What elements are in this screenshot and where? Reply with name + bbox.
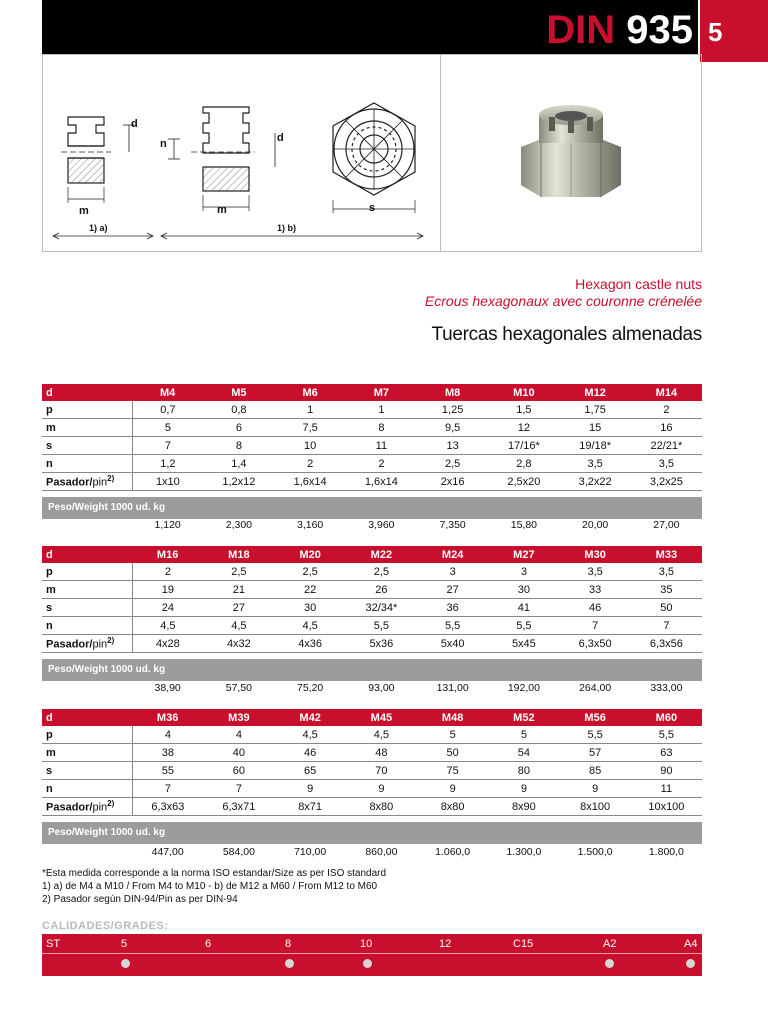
- size-cell: M5: [203, 384, 274, 401]
- label-d: d: [42, 546, 132, 563]
- size-cell: M8: [417, 384, 488, 401]
- cell: 2,5: [346, 563, 417, 581]
- grades-title: CALIDADES/GRADES:: [42, 920, 169, 932]
- cell: 9: [346, 780, 417, 798]
- row-n: [42, 780, 702, 798]
- cell: 5x36: [346, 635, 417, 653]
- grade-label: 8: [285, 938, 292, 950]
- size-cell: M56: [560, 709, 631, 726]
- cell: 7: [560, 617, 631, 635]
- cell: 70: [346, 762, 417, 780]
- grade-available-dot: [605, 959, 614, 968]
- cell: 2,5: [417, 455, 488, 473]
- cell: 1: [275, 401, 346, 419]
- row-s: [42, 437, 702, 455]
- cell: 36: [417, 599, 488, 617]
- cell: 8x80: [346, 798, 417, 816]
- cell: 4x32: [203, 635, 274, 653]
- range-label-b: 1) b): [277, 223, 296, 233]
- weight-cell: 38,90: [154, 682, 181, 694]
- row-p: [42, 401, 702, 419]
- cell: 1x10: [132, 473, 203, 491]
- cell: 5x40: [417, 635, 488, 653]
- weight-cell: 333,00: [650, 682, 683, 694]
- cell: 2,8: [488, 455, 559, 473]
- cell: 38: [132, 744, 203, 762]
- size-cell: M42: [275, 709, 346, 726]
- cell: 10: [275, 437, 346, 455]
- cell: 16: [631, 419, 702, 437]
- label-n: n: [42, 617, 132, 635]
- cell: 1,25: [417, 401, 488, 419]
- label-m: m: [42, 419, 132, 437]
- cell: 27: [203, 599, 274, 617]
- cell: 85: [560, 762, 631, 780]
- cell: 3: [488, 563, 559, 581]
- weight-cell: 15,80: [510, 519, 538, 531]
- size-cell: M33: [631, 546, 702, 563]
- weight-cell: 93,00: [368, 682, 395, 694]
- weight-row-3: [42, 844, 702, 860]
- cell: 1,75: [560, 401, 631, 419]
- cell: 80: [488, 762, 559, 780]
- cell: 57: [560, 744, 631, 762]
- cell: 27: [417, 581, 488, 599]
- row-n: [42, 617, 702, 635]
- size-cell: M14: [631, 384, 702, 401]
- dim-label-n: n: [160, 138, 167, 150]
- label-s: s: [42, 437, 132, 455]
- cell: 11: [631, 780, 702, 798]
- castle-nut-side-view-b: [168, 107, 275, 211]
- cell: 40: [203, 744, 274, 762]
- weight-cell: 264,00: [579, 682, 612, 694]
- weight-row-2: [42, 680, 702, 696]
- cell: 5x45: [488, 635, 559, 653]
- label-s: s: [42, 599, 132, 617]
- weight-label-bar: Peso/Weight 1000 ud. kg: [42, 497, 702, 519]
- cell: 2: [631, 401, 702, 419]
- label-pasador: Pasador/pin$^{2)}$: [42, 798, 132, 816]
- cell: 6,3x71: [203, 798, 274, 816]
- cell: 6: [203, 419, 274, 437]
- row-p: [42, 726, 702, 744]
- weight-cell: 1.500,0: [577, 846, 613, 858]
- cell: 9,5: [417, 419, 488, 437]
- size-header-row: [42, 546, 702, 563]
- cell: 2: [132, 563, 203, 581]
- size-cell: M7: [346, 384, 417, 401]
- weight-cell: 131,00: [436, 682, 469, 694]
- spec-table-3: [42, 709, 702, 816]
- technical-drawing: [43, 55, 439, 251]
- cell: 54: [488, 744, 559, 762]
- castle-nut-top-view: [333, 103, 415, 213]
- cell: 2,5: [275, 563, 346, 581]
- cell: 2x16: [417, 473, 488, 491]
- cell: 1,4: [203, 455, 274, 473]
- cell: 3,2x25: [631, 473, 702, 491]
- castle-nut-photo: [441, 55, 701, 251]
- dim-label-s: s: [369, 202, 376, 214]
- size-cell: M39: [203, 709, 274, 726]
- cell: 19/18*: [560, 437, 631, 455]
- title-english: Hexagon castle nuts: [575, 276, 702, 292]
- size-cell: M12: [560, 384, 631, 401]
- cell: 0,8: [203, 401, 274, 419]
- cell: 15: [560, 419, 631, 437]
- cell: 8x90: [488, 798, 559, 816]
- footnote-range: 1) a) de M4 a M10 / From M4 to M10 - b) de M12 a M60 / From M12 to M60: [42, 881, 378, 892]
- weight-cell: 447,00: [151, 846, 184, 858]
- dim-label-m-a: m: [79, 205, 89, 217]
- row-s: [42, 599, 702, 617]
- cell: 55: [132, 762, 203, 780]
- size-cell: M48: [417, 709, 488, 726]
- cell: 4,5: [132, 617, 203, 635]
- cell: 1,2x12: [203, 473, 274, 491]
- cell: 1,6x14: [275, 473, 346, 491]
- row-p: [42, 563, 702, 581]
- grades-divider: [42, 953, 702, 954]
- weight-cell: 1.060,0: [435, 846, 471, 858]
- grade-label: A4: [684, 938, 698, 950]
- row-m: [42, 581, 702, 599]
- row-pasador: [42, 473, 702, 491]
- cell: 35: [631, 581, 702, 599]
- cell: 50: [631, 599, 702, 617]
- size-cell: M20: [275, 546, 346, 563]
- cell: 2,5x20: [488, 473, 559, 491]
- weight-cell: 710,00: [294, 846, 327, 858]
- row-n: [42, 455, 702, 473]
- size-cell: M6: [275, 384, 346, 401]
- row-m: [42, 419, 702, 437]
- grade-available-dot: [285, 959, 294, 968]
- cell: 3,5: [631, 563, 702, 581]
- label-d: d: [42, 709, 132, 726]
- label-p: p: [42, 563, 132, 581]
- grade-available-dot: [686, 959, 695, 968]
- cell: 8x71: [275, 798, 346, 816]
- size-cell: M52: [488, 709, 559, 726]
- size-header-row: [42, 709, 702, 726]
- cell: 26: [346, 581, 417, 599]
- weight-cell: 192,00: [507, 682, 540, 694]
- cell: 5: [132, 419, 203, 437]
- grade-label: 10: [360, 938, 373, 950]
- cell: 17/16*: [488, 437, 559, 455]
- grade-available-dot: [121, 959, 130, 968]
- row-m: [42, 744, 702, 762]
- label-m: m: [42, 581, 132, 599]
- weight-cell: 3,160: [296, 519, 324, 531]
- range-arrows: [53, 233, 423, 239]
- weight-cell: 3,960: [368, 519, 395, 531]
- cell: 11: [346, 437, 417, 455]
- cell: 50: [417, 744, 488, 762]
- footnotes: [42, 867, 386, 906]
- cell: 2: [275, 455, 346, 473]
- section-tab: 5: [700, 0, 768, 62]
- cell: 7: [631, 617, 702, 635]
- cell: 30: [488, 581, 559, 599]
- cell: 3,5: [560, 563, 631, 581]
- cell: 4,5: [275, 617, 346, 635]
- cell: 6,3x50: [560, 635, 631, 653]
- cell: 1,5: [488, 401, 559, 419]
- cell: 8: [346, 419, 417, 437]
- cell: 75: [417, 762, 488, 780]
- cell: 4: [132, 726, 203, 744]
- cell: 19: [132, 581, 203, 599]
- standard-prefix: DIN: [546, 8, 616, 52]
- weight-label-bar: Peso/Weight 1000 ud. kg: [42, 659, 702, 681]
- footnote-pin: 2) Pasador según DIN-94/Pin as per DIN-94: [42, 894, 238, 905]
- weight-cell: 2,300: [225, 519, 253, 531]
- cell: 41: [488, 599, 559, 617]
- cell: 5: [417, 726, 488, 744]
- size-cell: M16: [132, 546, 203, 563]
- label-m: m: [42, 744, 132, 762]
- grade-label: C15: [513, 938, 534, 950]
- cell: 6,3x56: [631, 635, 702, 653]
- grade-available-dot: [363, 959, 372, 968]
- size-cell: M27: [488, 546, 559, 563]
- cell: 4,5: [346, 726, 417, 744]
- cell: 3: [417, 563, 488, 581]
- size-cell: M30: [560, 546, 631, 563]
- spec-table-1: [42, 384, 702, 491]
- cell: 7: [203, 780, 274, 798]
- label-n: n: [42, 455, 132, 473]
- cell: 1,2: [132, 455, 203, 473]
- cell: 4: [203, 726, 274, 744]
- title-spanish: Tuercas hexagonales almenadas: [431, 324, 702, 345]
- cell: 4,5: [203, 617, 274, 635]
- castle-nut-side-view-a: [61, 117, 135, 203]
- label-s: s: [42, 762, 132, 780]
- cell: 5,5: [560, 726, 631, 744]
- weight-cell: 1,120: [154, 519, 181, 531]
- weight-cell: 20,00: [581, 519, 609, 531]
- cell: 9: [488, 780, 559, 798]
- cell: 46: [275, 744, 346, 762]
- cell: 0,7: [132, 401, 203, 419]
- row-s: [42, 762, 702, 780]
- cell: 5,5: [631, 726, 702, 744]
- cell: 33: [560, 581, 631, 599]
- weight-cell: 860,00: [365, 846, 398, 858]
- size-cell: M18: [203, 546, 274, 563]
- cell: 9: [275, 780, 346, 798]
- footnote-iso: *Esta medida corresponde a la norma ISO estandar/Size as per ISO standard: [42, 868, 387, 879]
- cell: 4x28: [132, 635, 203, 653]
- cell: 32/34*: [346, 599, 417, 617]
- dim-label-d-b: d: [277, 132, 284, 144]
- label-p: p: [42, 726, 132, 744]
- range-label-a: 1) a): [89, 223, 108, 233]
- size-cell: M22: [346, 546, 417, 563]
- size-cell: M24: [417, 546, 488, 563]
- weight-cell: 75,20: [296, 682, 324, 694]
- weight-cell: 1.800,0: [648, 846, 684, 858]
- cell: 5,5: [346, 617, 417, 635]
- cell: 8x100: [560, 798, 631, 816]
- cell: 13: [417, 437, 488, 455]
- cell: 6,3x63: [132, 798, 203, 816]
- weight-label-bar: Peso/Weight 1000 ud. kg: [42, 822, 702, 844]
- size-cell: M60: [631, 709, 702, 726]
- cell: 24: [132, 599, 203, 617]
- size-cell: M4: [132, 384, 203, 401]
- cell: 90: [631, 762, 702, 780]
- cell: 3,2x22: [560, 473, 631, 491]
- cell: 2,5: [203, 563, 274, 581]
- standard-number: 935: [626, 8, 693, 52]
- size-cell: M10: [488, 384, 559, 401]
- cell: 7: [132, 437, 203, 455]
- spec-table-2: [42, 546, 702, 653]
- weight-cell: 7,350: [439, 519, 466, 531]
- dim-label-d-a: d: [131, 118, 138, 130]
- label-d: d: [42, 384, 132, 401]
- cell: 3,5: [560, 455, 631, 473]
- cell: 8x80: [417, 798, 488, 816]
- row-pasador: [42, 798, 702, 816]
- weight-row-1: [42, 517, 702, 533]
- label-n: n: [42, 780, 132, 798]
- cell: 5,5: [488, 617, 559, 635]
- cell: 22/21*: [631, 437, 702, 455]
- cell: 4,5: [275, 726, 346, 744]
- cell: 1,6x14: [346, 473, 417, 491]
- label-p: p: [42, 401, 132, 419]
- label-pasador: Pasador/pin$^{2)}$: [42, 635, 132, 653]
- cell: 3,5: [631, 455, 702, 473]
- cell: 4x36: [275, 635, 346, 653]
- cell: 46: [560, 599, 631, 617]
- cell: 63: [631, 744, 702, 762]
- grade-label: ST: [46, 938, 61, 950]
- weight-cell: 27,00: [653, 519, 680, 531]
- weight-cell: 584,00: [222, 846, 255, 858]
- cell: 60: [203, 762, 274, 780]
- label-pasador: Pasador/pin$^{2)}$: [42, 473, 132, 491]
- title-french: Ecrous hexagonaux avec couronne crénelée: [424, 293, 702, 309]
- standard-title: [0, 0, 693, 54]
- cell: 7,5: [275, 419, 346, 437]
- cell: 8: [203, 437, 274, 455]
- cell: 12: [488, 419, 559, 437]
- size-header-row: [42, 384, 702, 401]
- row-pasador: [42, 635, 702, 653]
- cell: 22: [275, 581, 346, 599]
- weight-cell: 57,50: [225, 682, 253, 694]
- cell: 30: [275, 599, 346, 617]
- size-cell: M36: [132, 709, 203, 726]
- cell: 1: [346, 401, 417, 419]
- size-cell: M45: [346, 709, 417, 726]
- weight-cell: 1.300,0: [506, 846, 542, 858]
- grade-label: 5: [121, 938, 128, 950]
- cell: 10x100: [631, 798, 702, 816]
- cell: 7: [132, 780, 203, 798]
- cell: 65: [275, 762, 346, 780]
- cell: 9: [560, 780, 631, 798]
- grade-label: A2: [603, 938, 617, 950]
- cell: 48: [346, 744, 417, 762]
- cell: 5,5: [417, 617, 488, 635]
- grade-label: 12: [439, 938, 452, 950]
- cell: 5: [488, 726, 559, 744]
- grade-label: 6: [205, 938, 212, 950]
- cell: 9: [417, 780, 488, 798]
- dim-label-m-b: m: [217, 204, 227, 216]
- cell: 2: [346, 455, 417, 473]
- cell: 21: [203, 581, 274, 599]
